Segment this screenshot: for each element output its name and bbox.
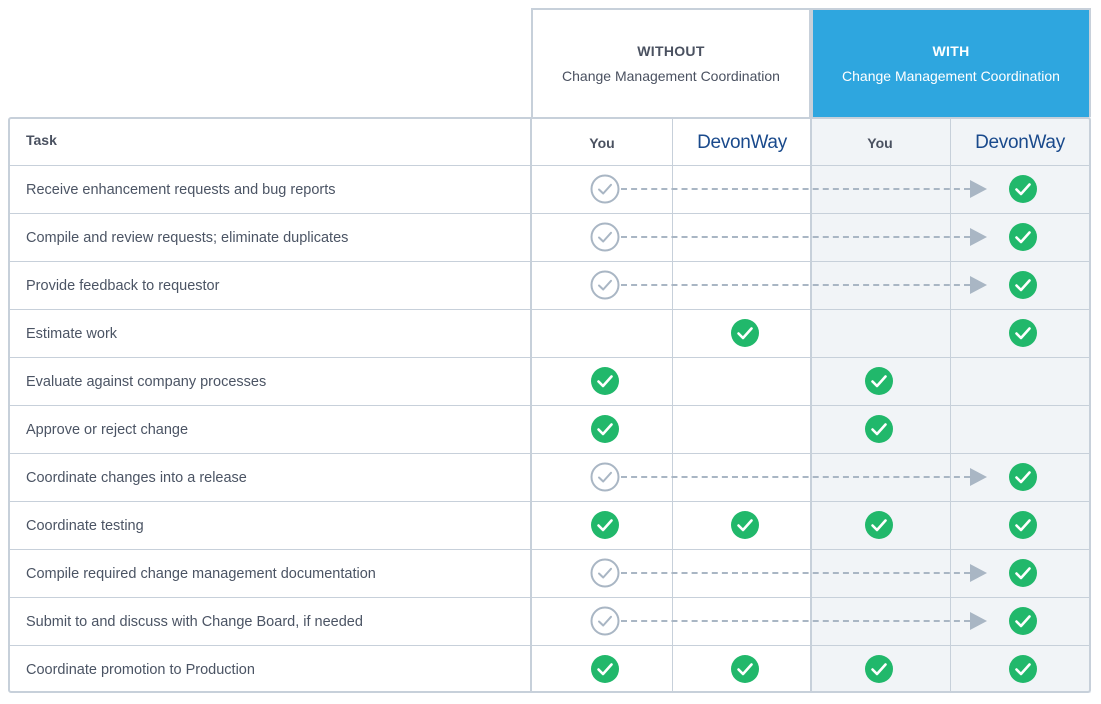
handoff-dashed-line [621, 236, 970, 238]
with-you-header: You [867, 135, 893, 151]
column-divider [950, 117, 951, 693]
check-icon [590, 414, 620, 444]
check-icon [1008, 270, 1038, 300]
header-without-title: WITHOUT [637, 43, 705, 59]
arrow-right-icon [970, 180, 987, 198]
check-icon [1008, 318, 1038, 348]
handoff-dashed-line [621, 476, 970, 478]
task-label: Provide feedback to requestor [26, 278, 220, 294]
check-icon [1008, 174, 1038, 204]
check-icon [590, 366, 620, 396]
outline-check-icon [590, 270, 620, 300]
column-divider [530, 117, 532, 693]
check-icon [864, 510, 894, 540]
task-label: Coordinate testing [26, 518, 144, 534]
check-icon [864, 414, 894, 444]
header-without-subtitle: Change Management Coordination [562, 68, 780, 84]
arrow-right-icon [970, 564, 987, 582]
header-without [531, 8, 811, 117]
column-divider [810, 117, 812, 693]
check-icon [590, 654, 620, 684]
task-label: Approve or reject change [26, 422, 189, 438]
check-icon [1008, 462, 1038, 492]
with-devonway-logo: DevonWay [975, 132, 1065, 153]
task-label: Coordinate changes into a release [26, 470, 247, 486]
task-column-header: Task [26, 132, 57, 148]
task-label: Compile and review requests; eliminate duplicates [26, 230, 349, 246]
outline-check-icon [590, 462, 620, 492]
check-icon [730, 318, 760, 348]
arrow-right-icon [970, 468, 987, 486]
handoff-dashed-line [621, 620, 970, 622]
check-icon [730, 654, 760, 684]
check-icon [864, 654, 894, 684]
check-icon [1008, 222, 1038, 252]
header-with-subtitle: Change Management Coordination [842, 68, 1060, 84]
column-divider [672, 117, 673, 693]
task-label: Receive enhancement requests and bug reports [26, 182, 336, 198]
handoff-dashed-line [621, 284, 970, 286]
header-with [811, 8, 1091, 117]
outline-check-icon [590, 558, 620, 588]
arrow-right-icon [970, 276, 987, 294]
comparison-table [8, 117, 1091, 693]
check-icon [1008, 654, 1038, 684]
task-label: Submit to and discuss with Change Board, if needed [26, 614, 363, 630]
check-icon [864, 366, 894, 396]
without-devonway-logo: DevonWay [697, 132, 787, 153]
arrow-right-icon [970, 612, 987, 630]
handoff-dashed-line [621, 572, 970, 574]
outline-check-icon [590, 606, 620, 636]
header-with-title: WITH [932, 43, 970, 59]
check-icon [730, 510, 760, 540]
handoff-dashed-line [621, 188, 970, 190]
task-label: Evaluate against company processes [26, 374, 267, 390]
check-icon [1008, 510, 1038, 540]
outline-check-icon [590, 222, 620, 252]
check-icon [1008, 558, 1038, 588]
task-label: Compile required change management documentation [26, 566, 376, 582]
task-label: Coordinate promotion to Production [26, 662, 255, 678]
task-label: Estimate work [26, 326, 118, 342]
check-icon [1008, 606, 1038, 636]
check-icon [590, 510, 620, 540]
arrow-right-icon [970, 228, 987, 246]
without-you-header: You [589, 135, 615, 151]
outline-check-icon [590, 174, 620, 204]
